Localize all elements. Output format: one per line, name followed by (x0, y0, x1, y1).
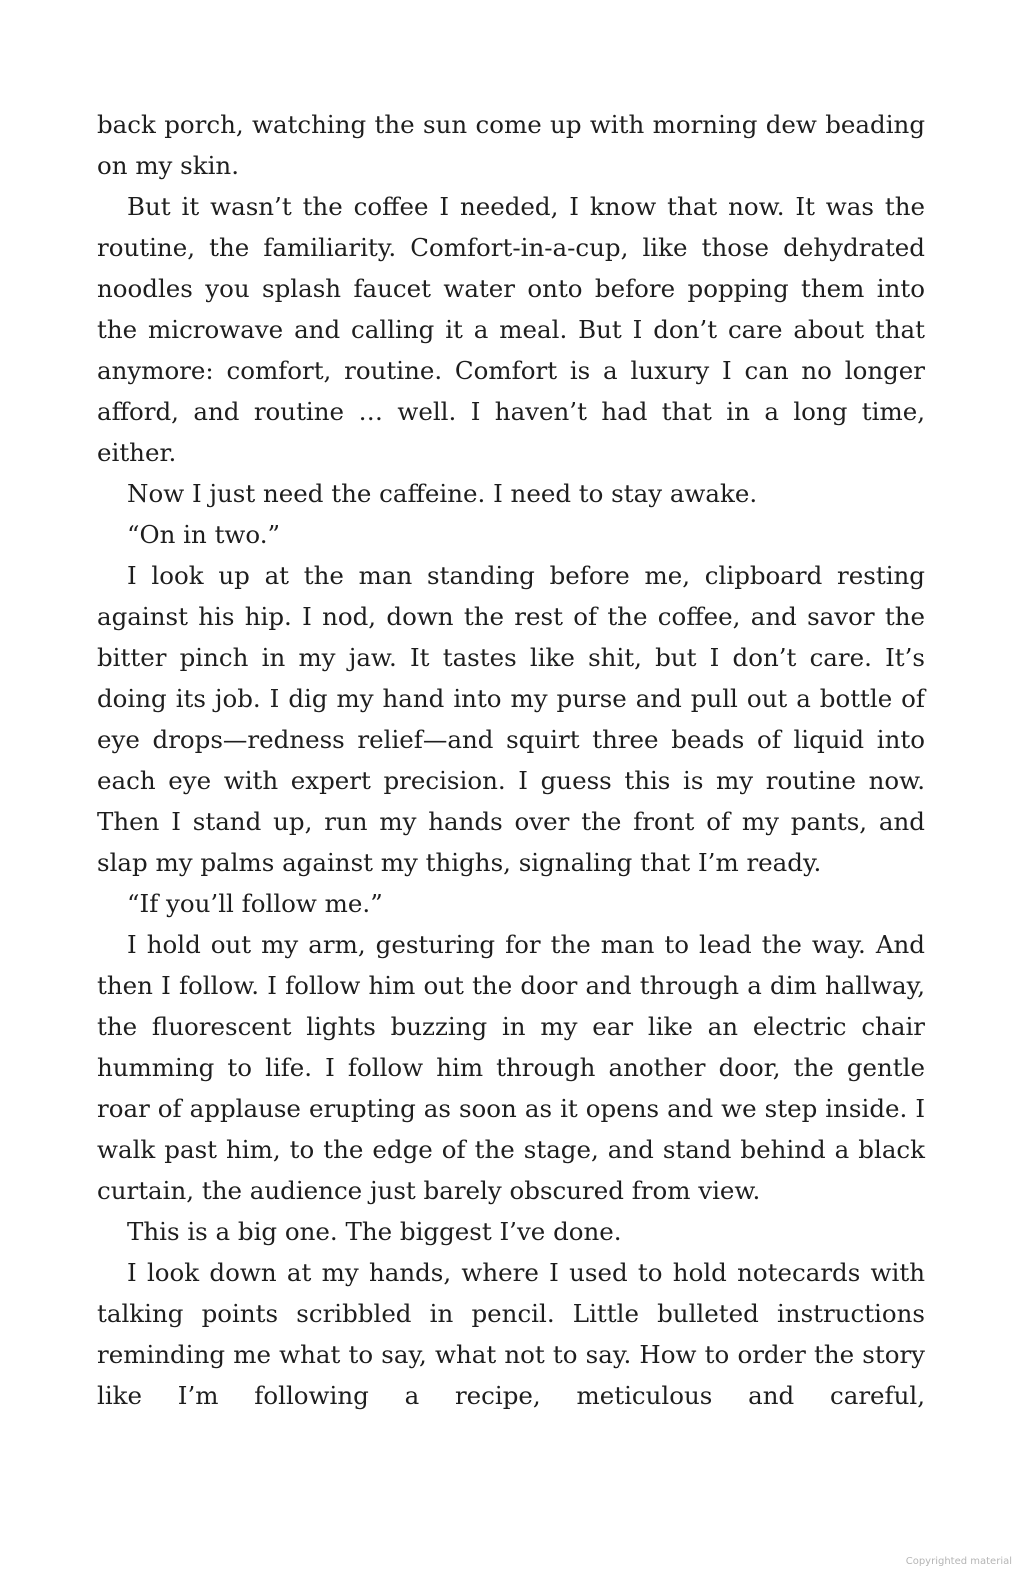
dialogue-paragraph: “On in two.” (127, 520, 281, 549)
paragraph: I hold out my arm, gesturing for the man to lead the way. And then I follow. I follow him out the door and through a dim hallway, the fluorescent lights buzzing in my ear like an electric chair humming to life. I follow him through another door, the gentle roar of applause erupting as soon as it opens and we step inside. I walk past him, to the edge of the stage, and stand behind a black curtain, the audience just barely obscured from view. (97, 930, 925, 1205)
copyright-notice: Copyrighted material (905, 1556, 1012, 1567)
paragraph: This is a big one. The biggest I’ve done. (127, 1217, 622, 1246)
paragraph: Now I just need the caffeine. I need to stay awake. (127, 479, 758, 508)
paragraph: I look up at the man standing before me, clipboard resting against his hip. I nod, down the rest of the coffee, and savor the bitter pinch in my jaw. It tastes like shit, but I don’t care. It’s doing its job. I dig my hand into my purse and pull out a bottle of eye drops—redness relief—and squirt three beads of liquid into each eye with expert precision. I guess this is my routine now. Then I stand up, run my hands over the front of my pants, and slap my palms against my thighs, signaling that I’m ready. (97, 561, 925, 877)
book-page-body (97, 104, 925, 1416)
paragraph: But it wasn’t the coffee I needed, I know that now. It was the routine, the familiarity. Comfort-in-a-cup, like those dehydrated noodles you splash faucet water onto before popping them into the microwave and calling it a meal. But I don’t care about that anymore: comfort, routine. Comfort is a luxury I can no longer afford, and routine … well. I haven’t had that in a long time, either. (97, 192, 925, 467)
paragraph-continued: back porch, watching the sun come up with morning dew beading on my skin. (97, 110, 925, 180)
paragraph-continues: I look down at my hands, where I used to hold notecards with talking points scribbled in pencil. Little bulleted instructions reminding me what to say, what not to say. How to order the story like I’m following a recipe, meticulous and careful, (97, 1258, 925, 1410)
dialogue-paragraph: “If you’ll follow me.” (127, 889, 383, 918)
